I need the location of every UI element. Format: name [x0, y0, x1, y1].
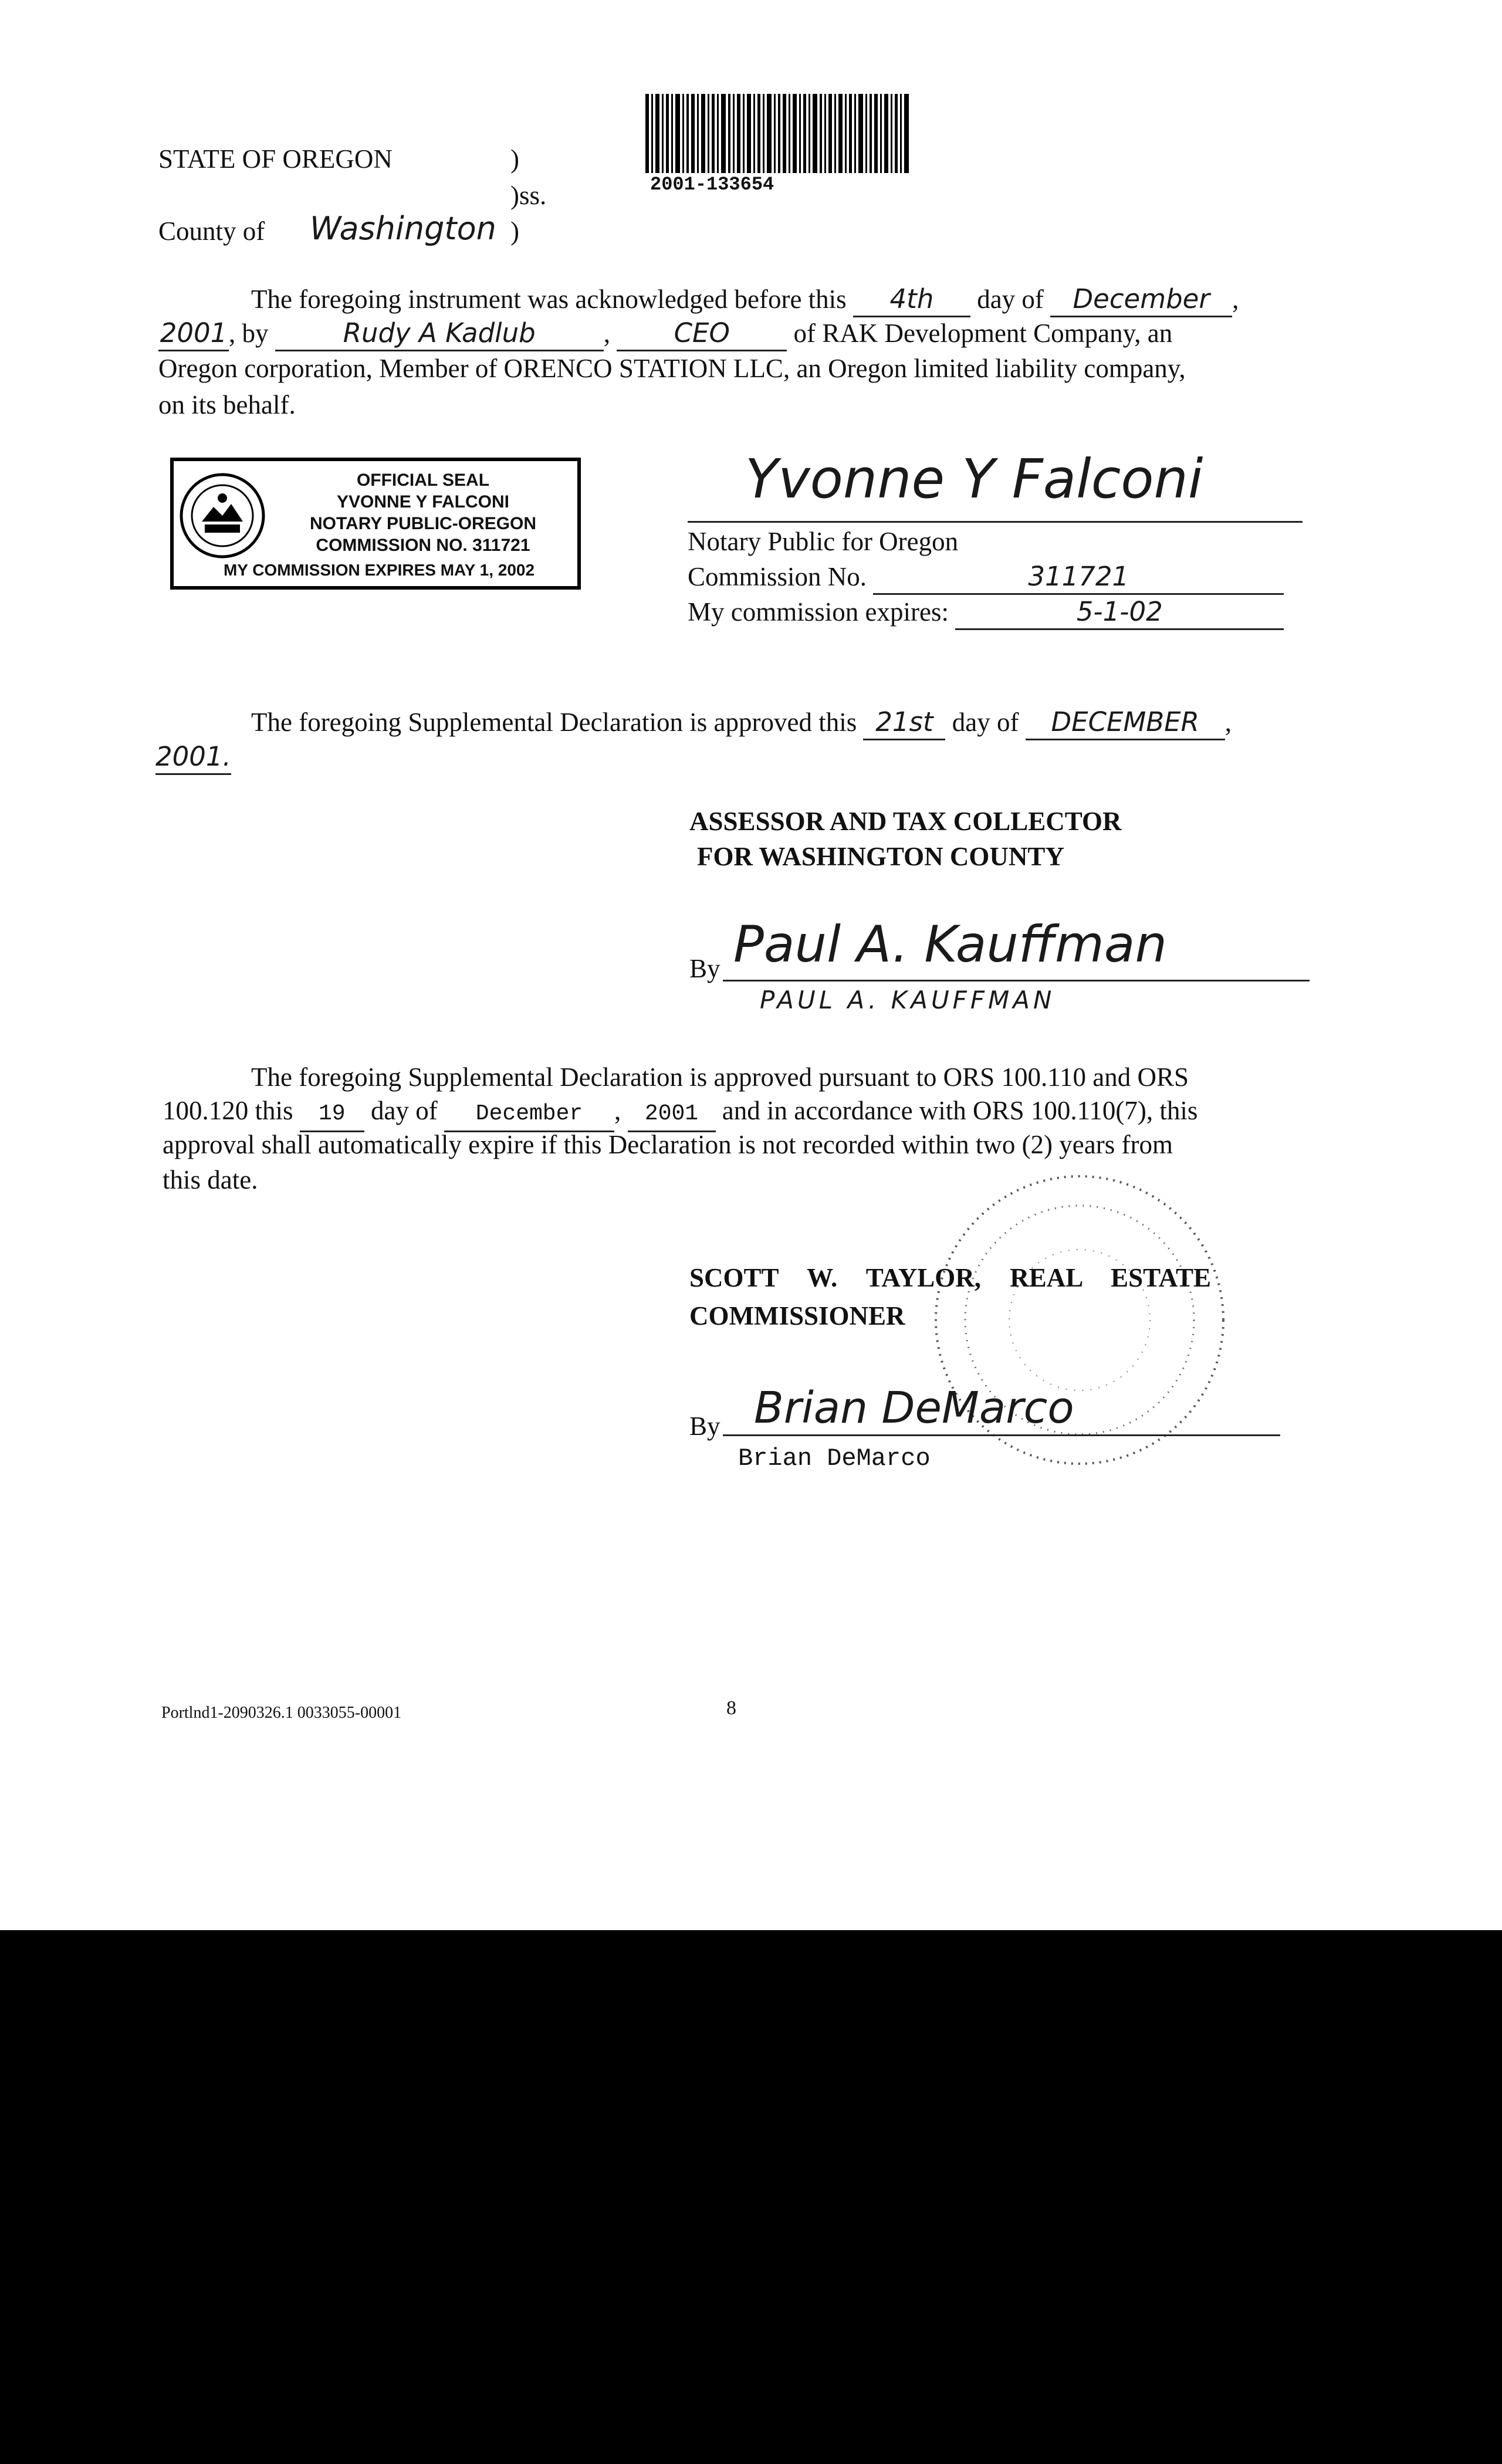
approval2-line-3: approval shall automatically expire if this Declaration is not recorded within two (2) years from [163, 1130, 1173, 1159]
approval2-day: 19 [300, 1098, 364, 1132]
approval2-line-4: this date. [163, 1165, 258, 1194]
assessor-title-2: FOR WASHINGTON COUNTY [697, 842, 1064, 871]
approval2-line-1: The foregoing Supplemental Declaration is approved pursuant to ORS 100.110 and ORS [251, 1062, 1189, 1092]
ack-line-2 [158, 317, 1172, 351]
ack-day: 4th [853, 283, 970, 317]
document-id: Portlnd1-2090326.1 0033055-00001 [161, 1704, 402, 1722]
ack-line-3: Oregon corporation, Member of ORENCO STATION LLC, an Oregon limited liability company, [158, 354, 1186, 383]
ack-text-d: of RAK Development Company, an [793, 319, 1173, 348]
paren-2: ) [510, 216, 519, 246]
seal-line-2: YVONNE Y FALCONI [337, 492, 509, 512]
ack-text-a: The foregoing instrument was acknowledged before this [251, 285, 847, 314]
page-number: 8 [726, 1697, 736, 1719]
scan-black-area [0, 1930, 1502, 2464]
expires-line [688, 595, 1284, 630]
approval1-line-1 [251, 706, 1232, 740]
commissioner-signature-line [723, 1434, 1280, 1436]
ack-comma-2: , [603, 319, 610, 348]
approval2-text-b: 100.120 this [163, 1096, 293, 1125]
notary-signature-line [688, 521, 1303, 523]
commission-value: 311721 [873, 560, 1284, 595]
commissioner-title-2: COMMISSIONER [689, 1301, 905, 1331]
seal-line-1: OFFICIAL SEAL [356, 471, 490, 490]
expires-label: My commission expires: [688, 597, 949, 627]
commissioner-by: By [689, 1412, 720, 1441]
approval1-text-a: The foregoing Supplemental Declaration is approved this [251, 708, 857, 737]
barcode [645, 94, 909, 173]
ack-person: Rudy A Kadlub [275, 317, 604, 351]
ack-year: 2001 [158, 317, 229, 351]
approval2-line-2 [163, 1094, 1197, 1132]
commissioner-title-1 [689, 1261, 1305, 1294]
ack-line-1 [251, 283, 1239, 317]
assessor-signature: Paul A. Kauffman [733, 915, 1167, 974]
assessor-signature-line [723, 980, 1310, 981]
county-value: Washington [310, 210, 496, 247]
approval2-text-c: day of [371, 1096, 438, 1125]
county-label: County of [158, 216, 265, 246]
approval2-text-d: and in accordance with ORS 100.110(7), this [722, 1096, 1198, 1125]
approval1-comma: , [1224, 708, 1232, 737]
approval2-year: 2001 [628, 1098, 716, 1132]
assessor-printed-name: PAUL A. KAUFFMAN [760, 986, 1056, 1014]
paren-1: ) [510, 144, 519, 174]
approval1-year: 2001. [155, 740, 231, 775]
assessor-by: By [689, 954, 720, 983]
approval1-day: 21st [863, 706, 945, 740]
seal-line-3: NOTARY PUBLIC-OREGON [309, 514, 537, 533]
state-label: STATE OF OREGON [158, 144, 393, 174]
notary-signature: Yvonne Y Falconi [745, 448, 1203, 510]
approval1-text-b: day of [952, 708, 1019, 737]
commissioner-signature: Brian DeMarco [754, 1383, 1074, 1433]
seal-line-5: MY COMMISSION EXPIRES MAY 1, 2002 [223, 561, 535, 579]
ack-text-c: , by [229, 319, 269, 348]
expires-value: 5-1-02 [955, 595, 1284, 630]
commission-label: Commission No. [688, 562, 867, 591]
commissioner-title-1-text: SCOTT W. TAYLOR, REAL ESTATE [689, 1263, 1211, 1292]
assessor-title-1: ASSESSOR AND TAX COLLECTOR [689, 807, 1122, 836]
approval1-month: DECEMBER [1026, 706, 1225, 740]
notary-seal-stamp [170, 458, 581, 590]
oregon-seal-icon [178, 472, 266, 560]
ack-month: December [1050, 283, 1232, 317]
approval2-month: December [444, 1098, 614, 1132]
barcode-icon [645, 94, 909, 173]
commissioner-printed-name: Brian DeMarco [738, 1444, 931, 1473]
commission-line [688, 560, 1284, 595]
approval2-comma: , [614, 1096, 621, 1125]
ack-line-4: on its behalf. [158, 390, 296, 419]
ack-comma-1: , [1232, 285, 1239, 314]
ack-text-b: day of [977, 285, 1044, 314]
ack-title: CEO [617, 317, 787, 351]
notary-public-label: Notary Public for Oregon [688, 527, 959, 556]
seal-line-4: COMMISSION NO. 311721 [316, 536, 530, 555]
barcode-number: 2001-133654 [650, 174, 774, 195]
ss-label: )ss. [510, 181, 547, 210]
